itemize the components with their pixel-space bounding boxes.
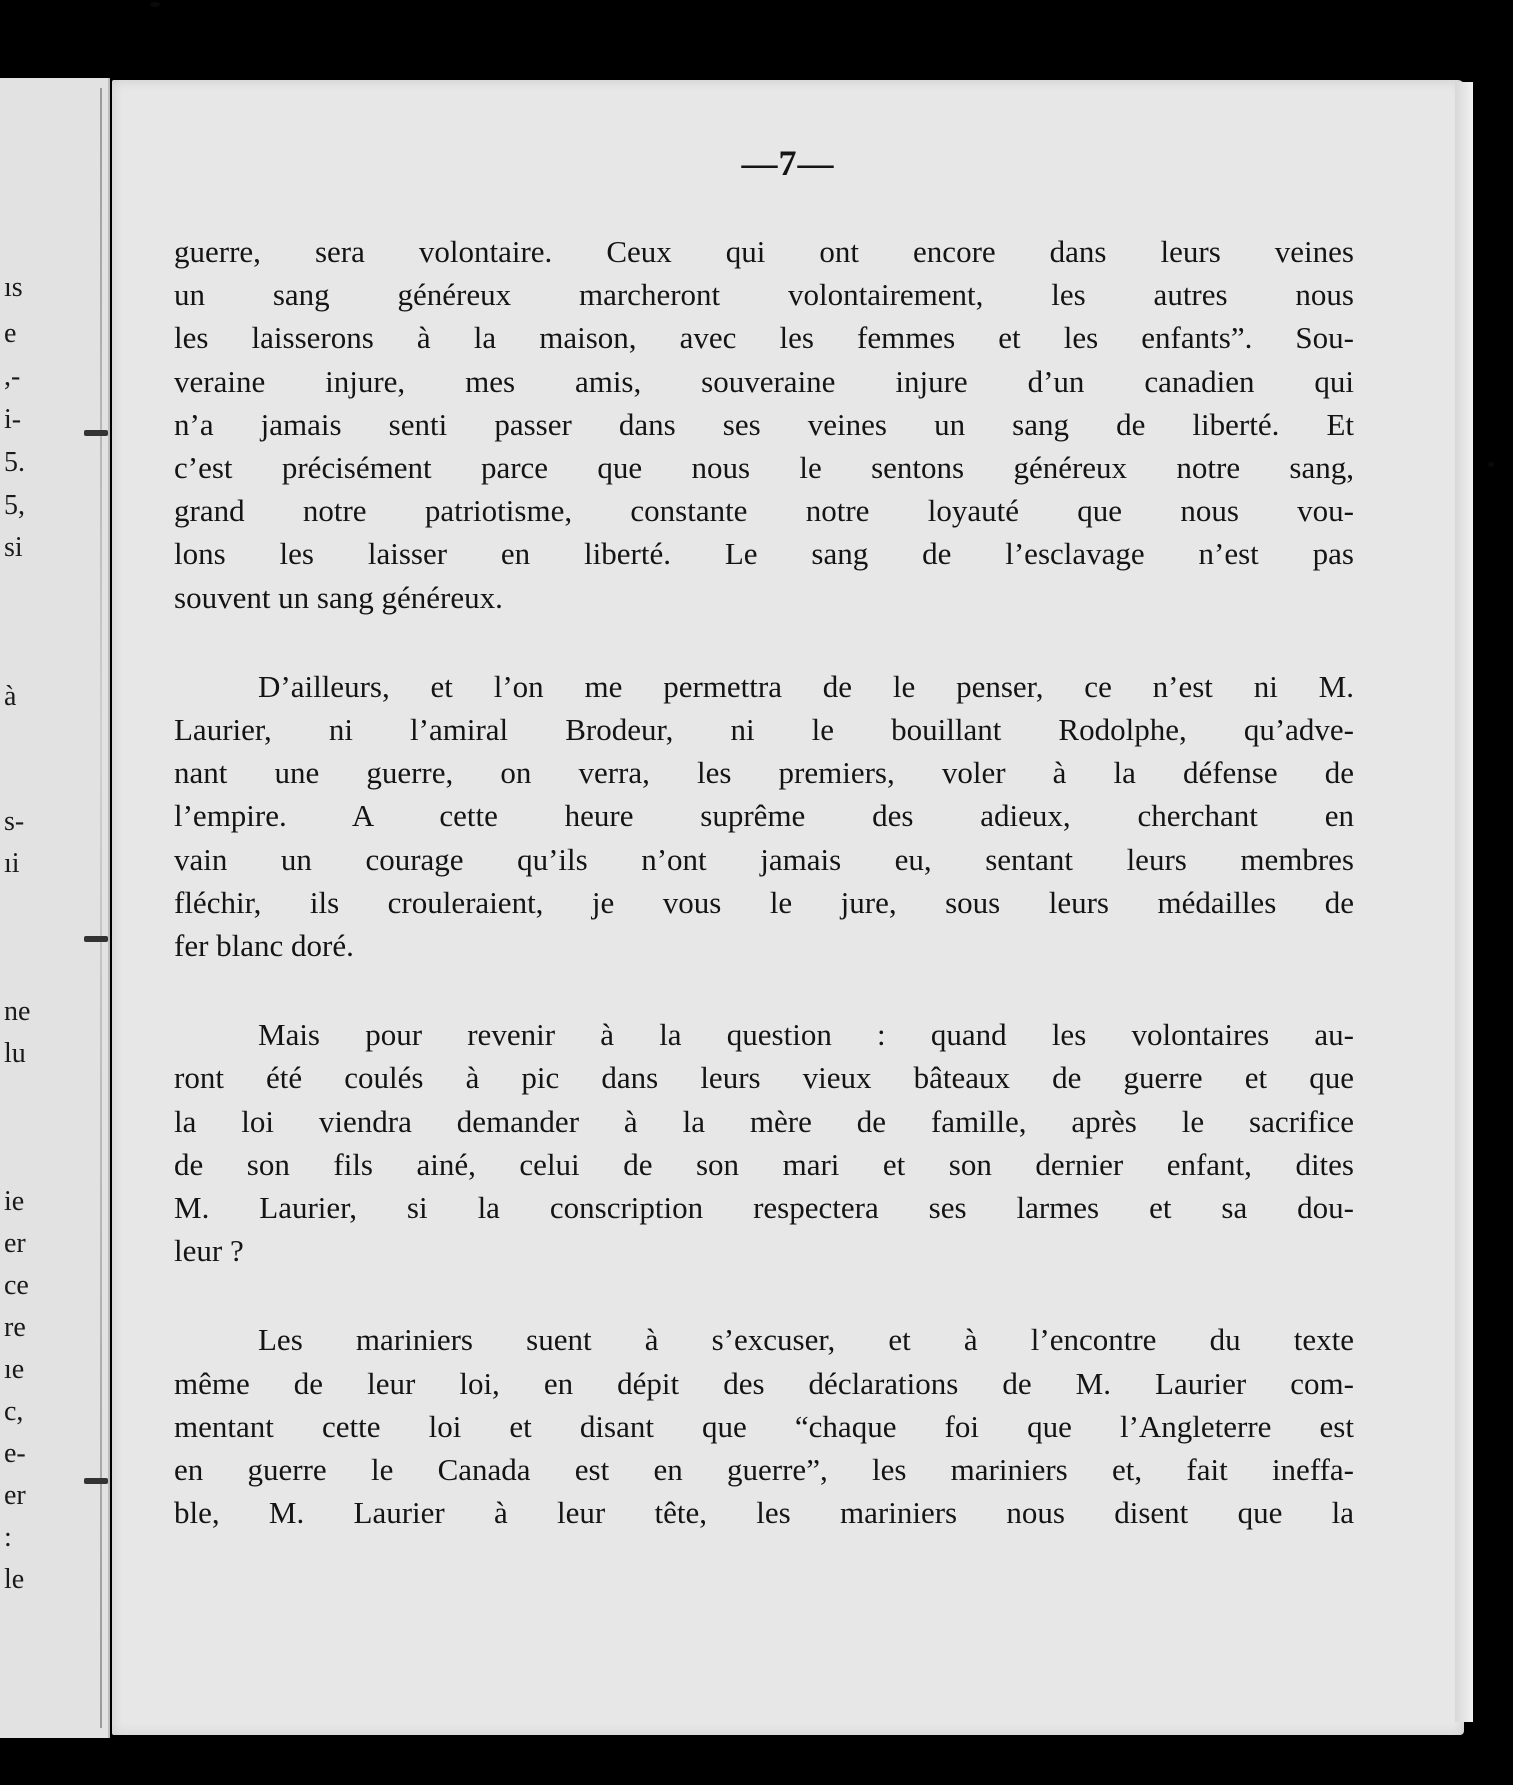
paragraph-4 (174, 1318, 1354, 1534)
left-fragment: 5, (4, 490, 25, 521)
text-line: les laisserons à la maison, avec les femmes et les enfants”. Sou- (174, 320, 1354, 356)
left-page-strip (0, 78, 110, 1738)
text-line: grand notre patriotisme, constante notre loyauté que nous vou- (174, 493, 1354, 529)
text-line: mentant cette loi et disant que “chaque foi que l’Angleterre est (174, 1408, 1354, 1444)
text-line: leur ? (174, 1233, 244, 1269)
paragraph-1 (174, 230, 1354, 619)
text-line: fléchir, ils crouleraient, je vous le jure, sous leurs médailles de (174, 884, 1354, 920)
left-fragment: à (4, 681, 17, 712)
left-fragment: ce (4, 1270, 29, 1301)
text-line: en guerre le Canada est en guerre”, les mariniers et, fait ineffa- (174, 1452, 1354, 1488)
left-fragment: 5. (4, 447, 25, 478)
text-line: un sang généreux marcheront volontairement, les autres nous (174, 277, 1354, 313)
left-fragment: re (4, 1312, 26, 1343)
left-fragment: ıi (4, 848, 20, 879)
text-line: c’est précisément parce que nous le sentons généreux notre sang, (174, 450, 1354, 486)
page-number: —7— (741, 143, 835, 183)
left-fragment: lu (4, 1038, 26, 1069)
left-fragment: er (4, 1480, 26, 1511)
text-line: la loi viendra demander à la mère de famille, après le sacrifice (174, 1103, 1354, 1139)
left-fragment: i- (4, 404, 22, 435)
left-fragment: er (4, 1228, 26, 1259)
scan-speck (1488, 462, 1494, 467)
gutter-speck (84, 936, 108, 942)
text-line: vain un courage qu’ils n’ont jamais eu, sentant leurs membres (174, 841, 1354, 877)
scan-speck (150, 2, 160, 7)
left-fragment: ne (4, 996, 31, 1027)
left-fragment: e (4, 318, 17, 349)
text-line: guerre, sera volontaire. Ceux qui ont encore dans leurs veines (174, 234, 1354, 269)
left-page-fragments (0, 78, 108, 1738)
text-line: Mais pour revenir à la question : quand les volontaires au- (258, 1017, 1354, 1053)
page-edge-shadow (1455, 82, 1473, 1722)
left-fragment: s- (4, 806, 25, 837)
paragraph-3 (174, 1013, 1354, 1272)
left-fragment: ıe (4, 1354, 25, 1385)
left-fragment: ıs (4, 272, 23, 303)
left-fragment: : (4, 1522, 12, 1553)
paragraph-gap (174, 619, 1354, 665)
text-line: ble, M. Laurier à leur tête, les mariniers nous disent que la (174, 1495, 1354, 1531)
text-line: Laurier, ni l’amiral Brodeur, ni le bouillant Rodolphe, qu’adve- (174, 712, 1354, 748)
gutter-speck (84, 430, 108, 436)
left-fragment: si (4, 532, 23, 563)
text-line: Les mariniers suent à s’excuser, et à l’encontre du texte (258, 1322, 1354, 1358)
text-line: lons les laisser en liberté. Le sang de l’esclavage n’est pas (174, 536, 1354, 572)
left-fragment: le (4, 1564, 25, 1595)
text-line: de son fils ainé, celui de son mari et son dernier enfant, dites (174, 1146, 1354, 1182)
paragraph-2 (174, 665, 1354, 967)
page-text (174, 230, 1354, 1534)
text-line: veraine injure, mes amis, souveraine injure d’un canadien qui (174, 363, 1354, 399)
left-fragment: ie (4, 1186, 25, 1217)
paragraph-gap (174, 1272, 1354, 1318)
left-fragment: ,- (4, 361, 21, 392)
main-page (112, 80, 1464, 1735)
text-line: ront été coulés à pic dans leurs vieux bâteaux de guerre et que (174, 1060, 1354, 1096)
left-fragment: c, (4, 1396, 24, 1427)
text-line: n’a jamais senti passer dans ses veines un sang de liberté. Et (174, 406, 1354, 442)
text-line: souvent un sang généreux. (174, 579, 503, 615)
text-line: D’ailleurs, et l’on me permettra de le penser, ce n’est ni M. (258, 668, 1354, 704)
text-line: M. Laurier, si la conscription respectera ses larmes et sa dou- (174, 1190, 1354, 1226)
text-line: fer blanc doré. (174, 928, 354, 964)
left-fragment: e- (4, 1438, 26, 1469)
text-line: nant une guerre, on verra, les premiers, voler à la défense de (174, 755, 1354, 791)
text-line: l’empire. A cette heure suprême des adieux, cherchant en (174, 798, 1354, 834)
paragraph-gap (174, 967, 1354, 1013)
text-line: même de leur loi, en dépit des déclarations de M. Laurier com- (174, 1365, 1354, 1401)
gutter-speck (84, 1478, 108, 1484)
